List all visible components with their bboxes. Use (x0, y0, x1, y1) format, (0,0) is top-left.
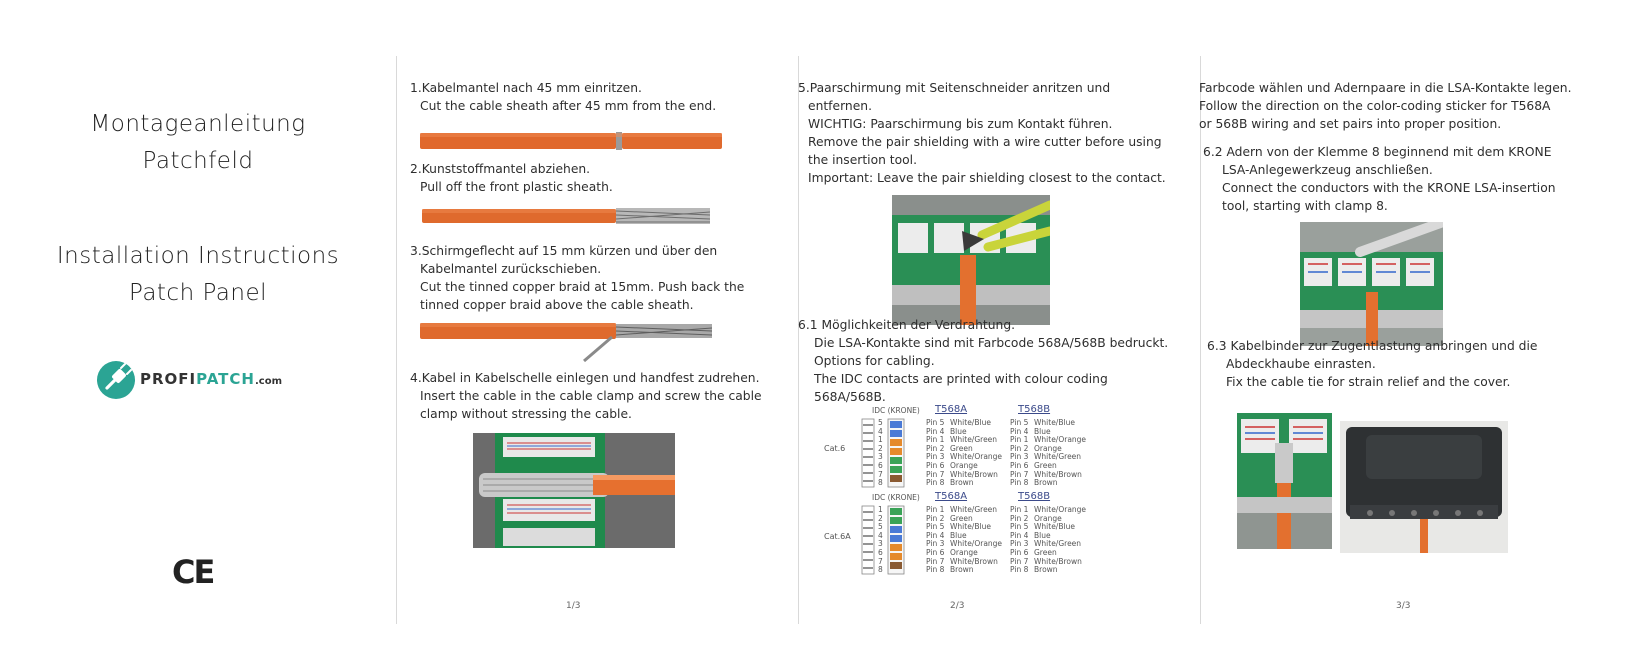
step63-german-line1: 6.3 Kabelbinder zur Zugentlastung anbringen und die (1207, 339, 1538, 353)
wiring-cell: Pin 3 (1010, 539, 1029, 549)
step4-english-line2: clamp without stressing the cable. (420, 407, 632, 421)
wiring-cell: Pin 2 (926, 443, 945, 453)
wiring-diagram (820, 404, 1120, 604)
cat6-568a-pins (926, 419, 944, 488)
step63-german-line2: Abdeckhaube einrasten. (1226, 357, 1376, 371)
wiring-cell: 7 (878, 556, 883, 566)
step61-english-line1: Options for cabling. (814, 354, 935, 368)
cat6-568a-colors (950, 419, 1002, 488)
wiring-cell: Orange (1034, 513, 1062, 523)
wiring-cell: Pin 2 (1010, 513, 1029, 523)
wiring-cell: Green (1034, 547, 1057, 557)
cat6-568b-colors (1034, 419, 1086, 488)
wiring-cell: 8 (878, 478, 883, 488)
step2-german: 2.Kunststoffmantel abziehen. (410, 162, 591, 176)
cat6a-label: Cat.6A (824, 532, 851, 541)
intro-english-line1: Follow the direction on the color-coding sticker for T568A (1199, 99, 1551, 113)
wiring-cell: 6 (878, 547, 883, 557)
wiring-cell: Pin 5 (926, 522, 945, 532)
wiring-cell: Pin 8 (926, 478, 945, 488)
cover-installed-photo (1340, 421, 1508, 553)
instructions-page-1 (396, 0, 798, 650)
wiring-cell: Blue (950, 426, 967, 436)
wiring-cell: 3 (878, 452, 883, 462)
cat6a-568a-colors (950, 506, 1002, 575)
wiring-cell: Pin 8 (926, 565, 945, 575)
wiring-cell: Pin 2 (926, 513, 945, 523)
lsa-tool-photo (1300, 222, 1443, 346)
idc-krone-label: IDC (KRONE) (872, 493, 920, 502)
step61-title: 6.1 Möglichkeiten der Verdrahtung. (798, 318, 1016, 332)
wiring-cell: Pin 7 (926, 556, 945, 566)
step62-english-line1: Connect the conductors with the KRONE LSA-insertion (1222, 181, 1556, 195)
intro-german: Farbcode wählen und Adernpaare in die LSA-Kontakte legen. (1199, 81, 1572, 95)
step62-german-line2: LSA-Anlegewerkzeug anschließen. (1222, 163, 1433, 177)
title-german-line2: Patchfeld (142, 148, 254, 174)
wiring-cell: Brown (1034, 565, 1058, 575)
ce-mark: CE (172, 553, 214, 591)
wiring-cell: White/Orange (1034, 505, 1087, 514)
wiring-cell: White/Blue (1034, 418, 1075, 427)
wiring-cell: Brown (950, 565, 974, 575)
t568a-header: T568A (935, 404, 968, 415)
t568a-header: T568A (935, 491, 968, 502)
wiring-cell: Pin 6 (926, 460, 945, 470)
wiring-cell: 4 (878, 426, 883, 436)
wiring-cell: Green (1034, 460, 1057, 470)
cable-scored-sheath-image (420, 131, 722, 151)
idc-krone-label: IDC (KRONE) (872, 406, 920, 415)
step3-english-line1: Cut the tinned copper braid at 15mm. Push back the (420, 280, 745, 294)
wiring-cell: Orange (950, 460, 978, 470)
step4-english-line1: Insert the cable in the cable clamp and screw the cable (420, 389, 762, 403)
step5-english-line1: Remove the pair shielding with a wire cutter before using (808, 135, 1162, 149)
step3-english-line2: tinned copper braid above the cable sheath. (420, 298, 694, 312)
wiring-cell: Pin 3 (926, 539, 945, 549)
step3-german-line2: Kabelmantel zurückschieben. (420, 262, 602, 276)
page-number: 3/3 (1396, 601, 1411, 611)
title-german-line1: Montageanleitung (90, 111, 306, 137)
logo-wordmark (140, 370, 282, 388)
cat6-label: Cat.6 (824, 444, 846, 453)
wiring-cell: Pin 4 (926, 530, 945, 540)
cat6a-568b-colors (1034, 506, 1086, 575)
wiring-cell: White/Orange (950, 539, 1003, 549)
step5-german-line1: 5.Paarschirmung mit Seitenschneider anritzen und (798, 81, 1111, 95)
wiring-cell: Green (950, 443, 973, 453)
wiring-cell: 8 (878, 565, 883, 575)
wiring-cell: Brown (950, 478, 974, 488)
wiring-cell: Pin 4 (1010, 426, 1029, 436)
wiring-cell: Blue (950, 530, 967, 540)
wiring-cell: Pin 6 (1010, 460, 1029, 470)
page-number: 2/3 (950, 601, 965, 611)
wiring-cell: 4 (878, 530, 883, 540)
wiring-cell: Pin 4 (926, 426, 945, 436)
logo-patch: PATCH (196, 370, 255, 388)
wiring-cell: Pin 7 (1010, 556, 1029, 566)
wiring-cell: 7 (878, 469, 883, 479)
wire-cutter-photo (892, 195, 1050, 325)
step5-german-line2: entfernen. (808, 99, 872, 113)
cable-sheath-removed-image (422, 206, 710, 226)
wiring-cell: Pin 1 (1010, 505, 1029, 514)
t568b-header: T568B (1018, 404, 1051, 415)
wiring-cell: 2 (878, 443, 883, 453)
cable-braid-pushed-image (420, 321, 712, 365)
wiring-cell: Pin 7 (926, 469, 945, 479)
cat6-idc-block-icon (860, 417, 906, 489)
cable-clamp-photo (473, 433, 675, 548)
step5-english-line2: the insertion tool. (808, 153, 917, 167)
wiring-cell: White/Green (950, 505, 998, 514)
cat6a-568b-pins (1010, 506, 1028, 575)
step63-english: Fix the cable tie for strain relief and the cover. (1226, 375, 1511, 389)
wiring-cell: 1 (878, 505, 883, 514)
step62-english-line2: tool, starting with clamp 8. (1222, 199, 1388, 213)
wiring-cell: Pin 6 (926, 547, 945, 557)
wiring-cell: 3 (878, 539, 883, 549)
wiring-cell: Pin 5 (1010, 522, 1029, 532)
wiring-cell: White/Green (1034, 452, 1082, 462)
instructions-page-3 (1200, 0, 1628, 650)
page-number: 1/3 (566, 601, 581, 611)
cable-tie-photo (1237, 413, 1332, 549)
step5-warning: WICHTIG: Paarschirmung bis zum Kontakt führen. (808, 117, 1113, 131)
profipatch-logo (96, 358, 306, 402)
wiring-cell: Pin 8 (1010, 565, 1029, 575)
wiring-cell: White/Brown (950, 556, 998, 566)
wiring-cell: White/Orange (1034, 435, 1087, 445)
title-english-line1: Installation Instructions (56, 243, 340, 269)
wiring-cell: Brown (1034, 478, 1058, 488)
step5-important: Important: Leave the pair shielding closest to the contact. (808, 171, 1166, 185)
instructions-page-2 (798, 0, 1200, 650)
wiring-cell: 1 (878, 435, 883, 445)
step61-english-line3: 568A/568B. (814, 390, 886, 404)
logo-profi: PROFI (140, 370, 197, 388)
cat6a-idc-numbers (878, 506, 883, 575)
wiring-cell: Pin 2 (1010, 443, 1029, 453)
wiring-cell: Pin 7 (1010, 469, 1029, 479)
wiring-cell: 2 (878, 513, 883, 523)
wiring-cell: White/Blue (950, 522, 991, 532)
logo-com: .com (254, 376, 283, 387)
step61-english-line2: The IDC contacts are printed with colour coding (814, 372, 1108, 386)
step2-english: Pull off the front plastic sheath. (420, 180, 613, 194)
intro-english-line2: or 568B wiring and set pairs into proper position. (1199, 117, 1502, 131)
wiring-cell: White/Blue (950, 418, 991, 427)
wiring-cell: Blue (1034, 530, 1051, 540)
step4-german: 4.Kabel in Kabelschelle einlegen und handfest zudrehen. (410, 371, 760, 385)
wiring-cell: 5 (878, 418, 883, 427)
logo-plug-icon (96, 360, 136, 400)
step62-german-line1: 6.2 Adern von der Klemme 8 beginnend mit dem KRONE (1203, 145, 1552, 159)
wiring-cell: Pin 4 (1010, 530, 1029, 540)
wiring-cell: Green (950, 513, 973, 523)
step61-german: Die LSA-Kontakte sind mit Farbcode 568A/568B bedruckt. (814, 336, 1169, 350)
wiring-cell: Pin 8 (1010, 478, 1029, 488)
t568b-header: T568B (1018, 491, 1051, 502)
wiring-cell: Pin 5 (1010, 418, 1029, 427)
wiring-cell: 5 (878, 522, 883, 532)
wiring-cell: White/Blue (1034, 522, 1075, 532)
wiring-cell: White/Green (950, 435, 998, 445)
step3-german-line1: 3.Schirmgeflecht auf 15 mm kürzen und über den (410, 244, 718, 258)
step1-english: Cut the cable sheath after 45 mm from the end. (420, 99, 717, 113)
cat6a-568a-pins (926, 506, 944, 575)
wiring-cell: Pin 6 (1010, 547, 1029, 557)
step1-german: 1.Kabelmantel nach 45 mm einritzen. (410, 81, 642, 95)
wiring-cell: White/Brown (950, 469, 998, 479)
cover-page (0, 0, 396, 650)
wiring-cell: Pin 1 (926, 435, 945, 445)
wiring-cell: Orange (950, 547, 978, 557)
wiring-cell: White/Orange (950, 452, 1003, 462)
wiring-cell: Blue (1034, 426, 1051, 436)
wiring-cell: White/Brown (1034, 469, 1082, 479)
wiring-cell: Pin 1 (926, 505, 945, 514)
wiring-cell: 6 (878, 460, 883, 470)
wiring-cell: Pin 3 (926, 452, 945, 462)
wiring-cell: Pin 1 (1010, 435, 1029, 445)
title-english-line2: Patch Panel (128, 280, 268, 306)
cat6-568b-pins (1010, 419, 1028, 488)
wiring-cell: Pin 3 (1010, 452, 1029, 462)
cat6-idc-numbers (878, 419, 883, 488)
wiring-cell: White/Green (1034, 539, 1082, 549)
wiring-cell: White/Brown (1034, 556, 1082, 566)
wiring-cell: Orange (1034, 443, 1062, 453)
wiring-cell: Pin 5 (926, 418, 945, 427)
cat6a-idc-block-icon (860, 504, 906, 576)
